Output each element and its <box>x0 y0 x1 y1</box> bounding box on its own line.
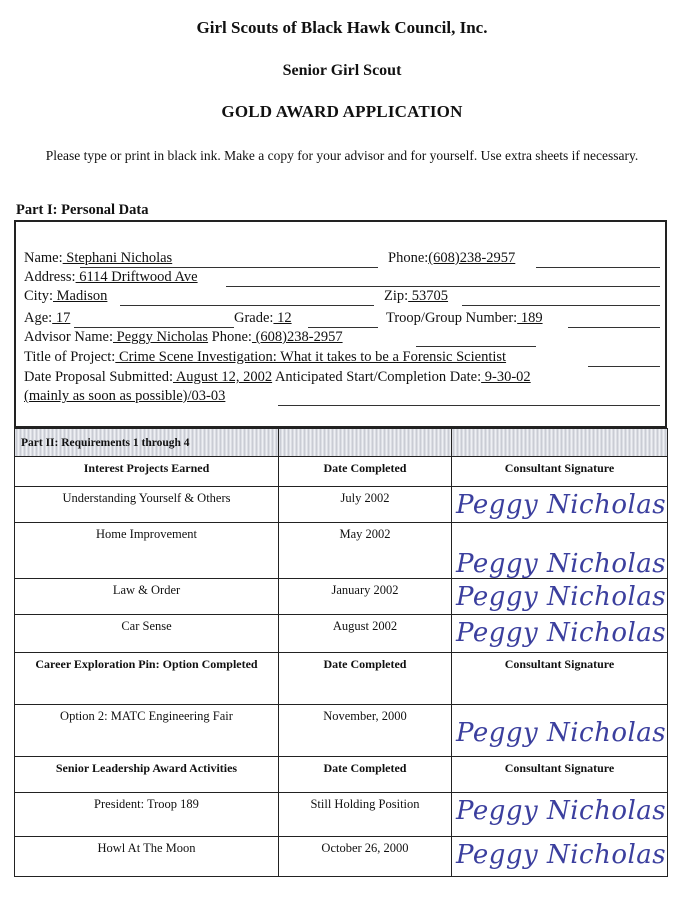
name-label: Name <box>24 250 59 266</box>
zip-label: Zip: <box>384 288 409 304</box>
section-header-row <box>15 757 668 793</box>
date-cell: May 2002 <box>279 523 452 579</box>
signature-cell <box>452 837 668 877</box>
city-row <box>24 288 107 305</box>
date-cell: January 2002 <box>279 579 452 615</box>
item-cell: Car Sense <box>15 615 279 653</box>
consultant-signature: Peggy Nicholas <box>456 717 667 748</box>
table-row <box>15 705 668 757</box>
item-cell: Home Improvement <box>15 523 279 579</box>
date-submitted-label: Date Proposal Submitted: <box>24 369 174 385</box>
address-value: 6114 Driftwood Ave <box>75 269 198 285</box>
city-value: Madison <box>53 288 108 304</box>
phone-row <box>388 250 515 267</box>
signature-cell <box>452 487 668 523</box>
zip-value: 53705 <box>408 288 449 304</box>
name-row: Name: Stephani Nicholas <box>24 250 173 266</box>
signature-cell <box>452 615 668 653</box>
part2-heading-row <box>15 429 668 457</box>
table-row <box>15 579 668 615</box>
signature-cell <box>452 579 668 615</box>
consultant-signature: Peggy Nicholas <box>456 549 667 579</box>
date-cell: Still Holding Position <box>279 793 452 837</box>
name-value: Stephani Nicholas <box>62 250 173 266</box>
age-value: 17 <box>52 310 71 326</box>
instructions: Please type or print in black ink. Make a copy for your advisor and for yourself. Use extra sheets if necessary. <box>45 148 639 163</box>
city-label: City: <box>24 288 54 304</box>
consultant-signature: Peggy Nicholas <box>456 582 667 612</box>
section-header-date: Date Completed <box>279 757 452 793</box>
grade-label: Grade: <box>234 310 274 326</box>
item-cell: President: Troop 189 <box>15 793 279 837</box>
phone-value: (608)238-2957 <box>428 250 516 266</box>
date-submitted-value: August 12, 2002 <box>173 369 273 385</box>
grade-value: 12 <box>273 310 292 326</box>
table-row <box>15 487 668 523</box>
personal-data-box <box>14 220 667 428</box>
project-value: Crime Scene Investigation: What it takes to be a Forensic Scientist <box>115 349 507 365</box>
signature-cell <box>452 793 668 837</box>
section-header-item: Senior Leadership Award Activities <box>15 757 279 793</box>
consultant-signature: Peggy Nicholas <box>456 490 667 520</box>
zip-row <box>384 288 448 305</box>
date-cell: July 2002 <box>279 487 452 523</box>
consultant-signature: Peggy Nicholas <box>456 796 667 826</box>
dates-row <box>24 369 531 386</box>
age-row <box>24 310 70 327</box>
completion-label: Anticipated Start/Completion Date: <box>274 369 482 385</box>
section-header-row <box>15 653 668 705</box>
item-cell: Option 2: MATC Engineering Fair <box>15 705 279 757</box>
phone-label: Phone: <box>388 250 429 266</box>
section-header-date: Date Completed <box>279 457 452 487</box>
section-header-item: Interest Projects Earned <box>15 457 279 487</box>
project-label: Title of Project: <box>24 349 116 365</box>
advisor-phone-value: (608)238-2957 <box>251 329 343 345</box>
date-cell: October 26, 2000 <box>279 837 452 877</box>
completion-start-value: 9-30-02 <box>481 369 531 385</box>
age-label: Age: <box>24 310 53 326</box>
item-cell: Law & Order <box>15 579 279 615</box>
section-header-signature: Consultant Signature <box>452 653 668 705</box>
section-header-signature: Consultant Signature <box>452 757 668 793</box>
advisor-row <box>24 329 343 346</box>
section-header-signature: Consultant Signature <box>452 457 668 487</box>
completion-rest-value: (mainly as soon as possible)/03-03 <box>24 388 226 404</box>
completion-continued <box>24 388 225 405</box>
item-cell: Howl At The Moon <box>15 837 279 877</box>
table-row <box>15 837 668 877</box>
section-header-row <box>15 457 668 487</box>
advisor-value: Peggy Nicholas <box>113 329 209 345</box>
project-row <box>24 349 506 366</box>
signature-cell <box>452 523 668 579</box>
troop-row <box>386 310 543 327</box>
advisor-phone-label: Phone: <box>211 329 252 345</box>
form-subtitle: Senior Girl Scout <box>282 62 402 79</box>
signature-cell <box>452 705 668 757</box>
address-label: Address: <box>24 269 76 285</box>
form-title: GOLD AWARD APPLICATION <box>221 102 463 121</box>
section-header-item: Career Exploration Pin: Option Completed <box>15 653 279 705</box>
troop-label: Troop/Group Number: <box>386 310 518 326</box>
part2-heading: Part II: Requirements 1 through 4 <box>21 436 190 449</box>
date-cell: November, 2000 <box>279 705 452 757</box>
table-row <box>15 615 668 653</box>
section-header-date: Date Completed <box>279 653 452 705</box>
table-row <box>15 793 668 837</box>
organization-name: Girl Scouts of Black Hawk Council, Inc. <box>196 18 488 37</box>
requirements-table <box>14 428 668 877</box>
address-row <box>24 269 198 286</box>
item-cell: Understanding Yourself & Others <box>15 487 279 523</box>
consultant-signature: Peggy Nicholas <box>456 840 667 870</box>
troop-value: 189 <box>517 310 543 326</box>
advisor-label: Advisor Name: <box>24 329 113 345</box>
date-cell: August 2002 <box>279 615 452 653</box>
table-row <box>15 523 668 579</box>
grade-row <box>234 310 292 327</box>
consultant-signature: Peggy Nicholas <box>456 618 667 648</box>
part1-heading: Part I: Personal Data <box>16 202 149 218</box>
